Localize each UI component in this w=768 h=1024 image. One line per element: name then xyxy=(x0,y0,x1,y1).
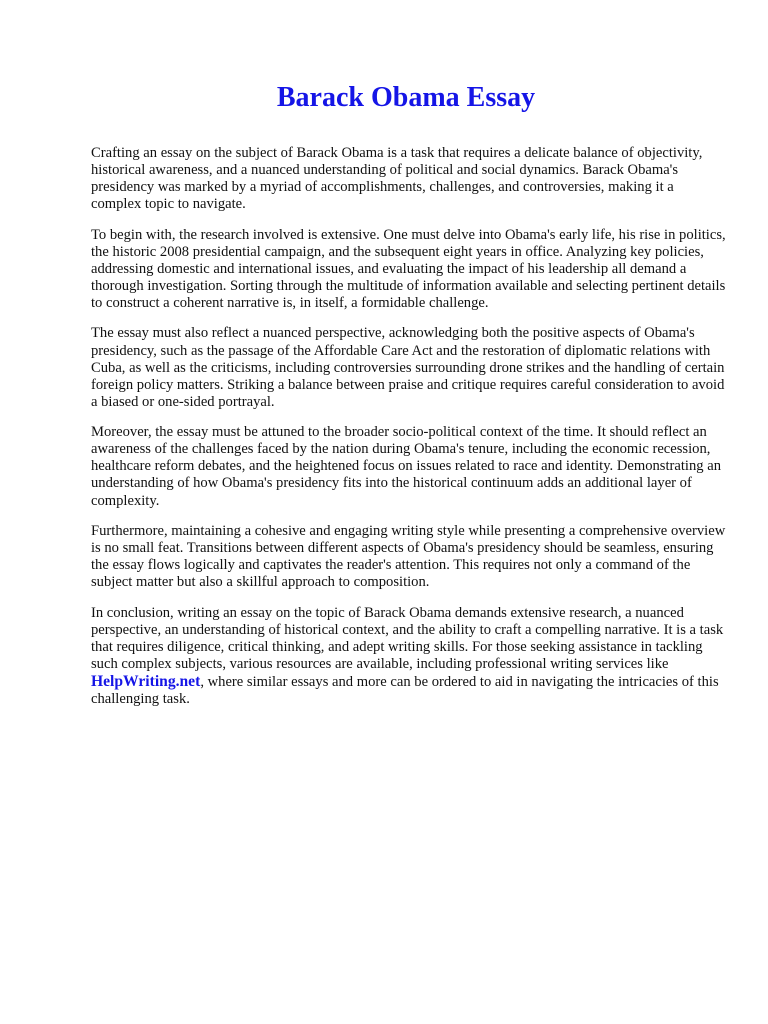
page-title: Barack Obama Essay xyxy=(276,82,536,113)
conclusion-text-before-link: In conclusion, writing an essay on the topic of Barack Obama demands extensive research, a nuanced perspective, an understanding of historical context, and the ability to craft a compelling narrative. It is a task that requires diligence, critical thinking, and adept writing skills. For those seeking assistance in tackling such complex subjects, various resources are available, including professional writing services like xyxy=(91,604,724,672)
essay-body xyxy=(91,145,727,722)
paragraph-5: Furthermore, maintaining a cohesive and engaging writing style while presenting a comprehensive overview is no small feat. Transitions between different aspects of Obama's presidency should be seamless, ensuring the essay flows logically and captivates the reader's attention. This requires not only a command of the subject matter but also a skillful approach to composition. xyxy=(91,522,726,591)
paragraph-3: The essay must also reflect a nuanced perspective, acknowledging both the positive aspects of Obama's presidency, such as the passage of the Affordable Care Act and the restoration of diplomatic relations with Cuba, as well as the criticisms, including controversies surrounding drone strikes and the handling of certain foreign policy matters. Striking a balance between praise and critique requires careful consideration to avoid a biased or one-sided portrayal. xyxy=(91,325,725,410)
helpwriting-link[interactable]: HelpWriting.net xyxy=(91,673,201,691)
paragraph-4: Moreover, the essay must be attuned to the broader socio-political context of the time. It should reflect an awareness of the challenges faced by the nation during Obama's tenure, including the economic recession, healthcare reform debates, and the heightened focus on issues related to race and identity. Demonstrating an understanding of how Obama's presidency fits into the historical continuum adds an additional layer of complexity. xyxy=(91,424,721,509)
paragraph-1: Crafting an essay on the subject of Barack Obama is a task that requires a delicate balance of objectivity, historical awareness, and a nuanced understanding of political and social dynamics. Barack Obama's presidency was marked by a myriad of accomplishments, challenges, and controversies, making it a complex topic to navigate. xyxy=(91,145,703,213)
paragraph-2: To begin with, the research involved is extensive. One must delve into Obama's early life, his rise in politics, the historic 2008 presidential campaign, and the subsequent eight years in office. Analyzing key policies, addressing domestic and international issues, and evaluating the impact of his leadership all demand a thorough investigation. Sorting through the multitude of information available and selecting pertinent details to construct a coherent narrative is, in itself, a formidable challenge. xyxy=(91,226,726,312)
paragraph-conclusion xyxy=(91,605,727,709)
conclusion-text-after-link: , where similar essays and more can be ordered to aid in navigating the intricacies of this challenging task. xyxy=(91,674,719,708)
